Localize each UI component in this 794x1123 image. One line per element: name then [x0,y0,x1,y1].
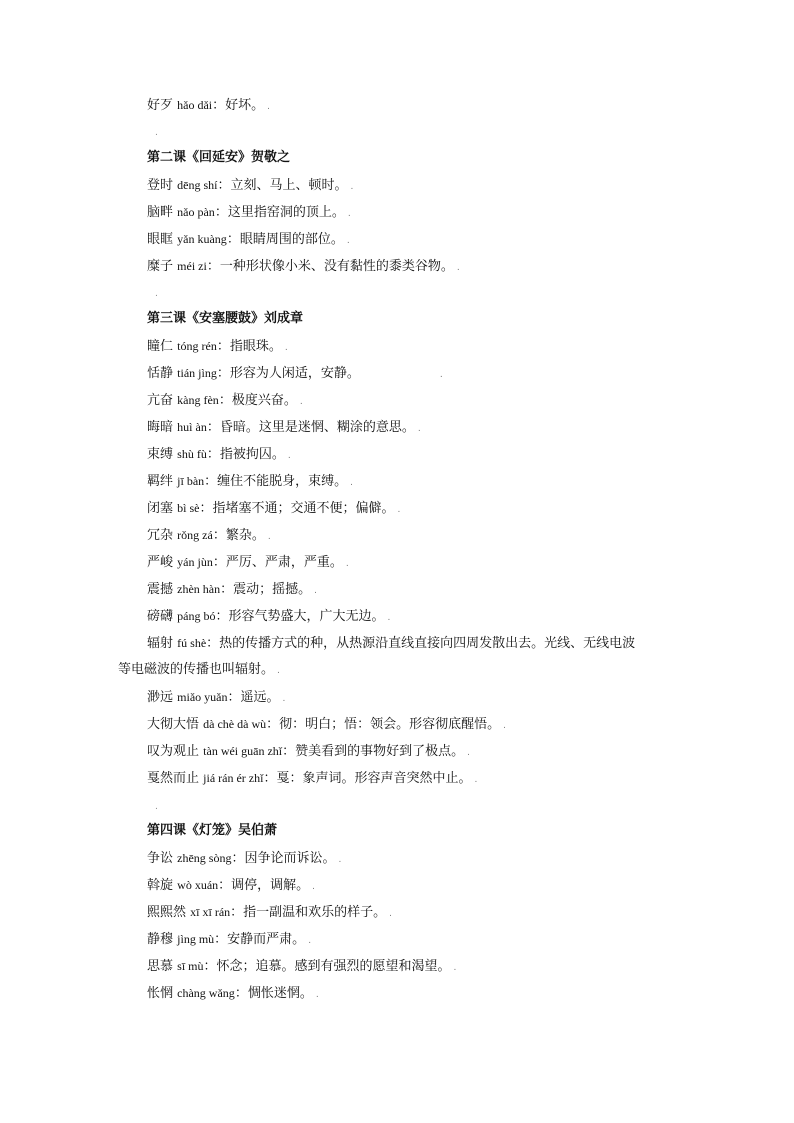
paragraph-mark: . [277,666,280,676]
entry-definition: ：因争论而诉讼。 [231,851,336,866]
paragraph-mark: . [474,775,478,785]
entry-pinyin: kàng fèn [177,393,219,407]
entry-haodai [147,97,270,115]
entry-definition: ：遥远。 [227,690,280,705]
paragraph-mark: . [287,451,291,461]
entry-definition: ：一种形状像小米、没有黏性的黍类谷物。 [206,259,454,274]
entry-pinyin: zhèn hàn [177,582,221,596]
entry-yanjun [147,554,349,572]
entry-definition: ：怀念；追慕。感到有强烈的愿望和渴望。 [203,959,451,974]
entry-tongren [147,338,288,356]
entry-word: 闭塞 [147,501,174,516]
entry-pinyin: hǎo dǎi [177,98,213,112]
paragraph-mark: . [456,263,460,273]
entry-woxuan [147,877,315,895]
entry-fushe [147,635,635,652]
entry-simu [147,958,456,976]
lesson-heading-4: 第四课《灯笼》吴伯萧 [147,823,278,838]
paragraph-mark: . [387,613,391,623]
entry-word: 晦暗 [147,420,174,435]
entry-definition: ：这里指窑洞的顶上。 [214,205,345,220]
entry-word: 眼眶 [147,232,174,247]
entry-pinyin: xī xī rán [190,905,231,919]
entry-word: 大彻大悟 [147,717,200,732]
paragraph-mark: . [314,586,318,596]
entry-tianjing [147,365,443,383]
entry-definition: ：缠住不能脱身，束缚。 [204,474,348,489]
paragraph-mark: . [282,694,286,704]
paragraph-mark: . [284,343,288,353]
entry-definition: ：繁杂。 [212,528,265,543]
entry-word: 严峻 [147,555,174,570]
entry-kangfen [147,392,303,410]
entry-pinyin: bì sè [177,501,200,515]
entry-word: 瞳仁 [147,339,174,354]
entry-definition: ：震动；摇撼。 [220,582,312,597]
paragraph-mark: . [389,909,393,919]
paragraph-mark: . [267,532,271,542]
entry-definition: ：形容为人闲适，安静。 [216,366,360,381]
entry-word: 磅礴 [147,609,174,624]
entry-word: 叹为观止 [147,744,200,759]
entry-pinyin: fú shè [177,636,207,650]
entry-dache [147,716,506,734]
entry-pinyin: miǎo yuǎn [177,690,228,704]
entry-bise [147,500,400,518]
entry-definition: ：赞美看到的事物好到了极点。 [282,744,465,759]
entry-yankuang [147,231,350,249]
paragraph-mark: . [338,855,342,865]
entry-definition: ：惆怅迷惘。 [234,986,313,1001]
entry-pinyin: nǎo pàn [177,205,215,219]
lesson-heading-3: 第三课《安塞腰鼓》刘成章 [147,311,304,326]
blank-paragraph-mark: . [155,289,158,299]
entry-definition: ：立刻、马上、顿时。 [217,178,348,193]
paragraph-mark: . [350,182,354,192]
entry-word: 争讼 [147,851,174,866]
entry-huian [147,419,421,437]
entry-definition-continued: 等电磁波的传播也叫辐射。 [118,662,275,677]
entry-word: 冗杂 [147,528,174,543]
paragraph-mark: . [439,370,443,380]
paragraph-mark: . [312,882,316,892]
entry-tanwei [147,743,470,761]
entry-definition: ：指被拘囚。 [206,447,285,462]
entry-miaoyuan [147,689,285,707]
entry-definition: ：指眼珠。 [216,339,282,354]
paragraph-mark: . [299,397,303,407]
entry-pinyin: páng bó [177,609,216,623]
entry-word: 辐射 [147,636,174,651]
entry-word: 脑畔 [147,205,174,220]
entry-pinyin: chàng wǎng [177,986,235,1000]
entry-definition: ：指堵塞不通；交通不便；偏僻。 [199,501,395,516]
entry-definition: ：极度兴奋。 [218,393,297,408]
entry-word: 糜子 [147,259,174,274]
entry-jiban [147,473,353,491]
entry-word: 亢奋 [147,393,174,408]
entry-word: 登时 [147,178,174,193]
entry-pinyin: jī bàn [177,474,205,488]
entry-definition: ：眼睛周围的部位。 [226,232,344,247]
entry-definition: ：戛：象声词。形容声音突然中止。 [263,771,472,786]
entry-pinyin: zhēng sòng [177,851,232,865]
entry-definition: ：好坏。 [212,98,265,113]
entry-word: 震撼 [147,582,174,597]
entry-pinyin: dēng shí [177,178,218,192]
entry-pinyin: méi zi [177,259,207,273]
entry-pinyin: tóng rén [177,339,217,353]
paragraph-mark: . [397,505,401,515]
entry-definition: ：昏暗。这里是迷惘、糊涂的意思。 [206,420,415,435]
entry-definition: ：安静而严肃。 [214,932,306,947]
entry-jiaran [147,770,477,788]
entry-pinyin: tàn wéi guān zhǐ [203,744,283,758]
entry-definition: ：调停，调解。 [218,878,310,893]
blank-paragraph-mark: . [155,128,158,138]
entry-meizi [147,258,460,276]
entry-rongza [147,527,271,545]
paragraph-mark: . [267,102,271,112]
paragraph-mark: . [350,478,354,488]
entry-pinyin: yǎn kuàng [177,232,227,246]
entry-word: 熙熙然 [147,905,187,920]
entry-definition: ：严厉、严肃，严重。 [212,555,343,570]
entry-word: 束缚 [147,447,174,462]
entry-word: 恬静 [147,366,174,381]
entry-pinyin: yán jùn [177,555,213,569]
entry-dengshi [147,177,353,195]
entry-shufu [147,446,291,464]
entry-pangbo [147,608,390,626]
entry-definition: ：指一副温和欢乐的样子。 [230,905,387,920]
entry-pinyin: tián jìng [177,366,217,380]
entry-pinyin: huì àn [177,420,207,434]
paragraph-mark: . [308,936,312,946]
lesson-heading-2: 第二课《回延安》贺敬之 [147,150,291,165]
entry-zhenhan [147,581,317,599]
entry-word: 戛然而止 [147,771,200,786]
paragraph-mark: . [453,963,457,973]
entry-pinyin: jiá rán ér zhǐ [203,771,264,785]
entry-xixiran [147,904,392,922]
paragraph-mark: . [417,424,421,434]
entry-pinyin: sī mù [177,959,204,973]
entry-word: 静穆 [147,932,174,947]
entry-word: 斡旋 [147,878,174,893]
entry-pinyin: rǒng zá [177,528,213,542]
entry-pinyin: dà chè dà wù [203,717,267,731]
entry-changwang [147,985,319,1003]
blank-paragraph-mark: . [155,802,158,812]
entry-word: 思慕 [147,959,174,974]
entry-word: 羁绊 [147,474,174,489]
entry-definition: ：彻：明白；悟：领会。形容彻底醒悟。 [266,717,501,732]
entry-pinyin: shù fù [177,447,207,461]
paragraph-mark: . [346,236,350,246]
entry-word: 好歹 [147,98,174,113]
paragraph-mark: . [503,721,507,731]
entry-word: 怅惘 [147,986,174,1001]
entry-zhengsong [147,850,341,868]
paragraph-mark: . [467,748,471,758]
entry-fushe-continuation [118,662,280,679]
entry-definition: ：形容气势盛大，广大无边。 [215,609,385,624]
entry-naopan [147,204,351,222]
entry-jingmu [147,931,311,949]
entry-definition: ：热的传播方式的种，从热源沿直线直接向四周发散出去。光线、无线电波 [206,636,636,651]
entry-pinyin: jìng mù [177,932,215,946]
paragraph-mark: . [315,990,319,1000]
entry-word: 渺远 [147,690,174,705]
entry-pinyin: wò xuán [177,878,219,892]
paragraph-mark: . [347,209,351,219]
paragraph-mark: . [345,559,349,569]
